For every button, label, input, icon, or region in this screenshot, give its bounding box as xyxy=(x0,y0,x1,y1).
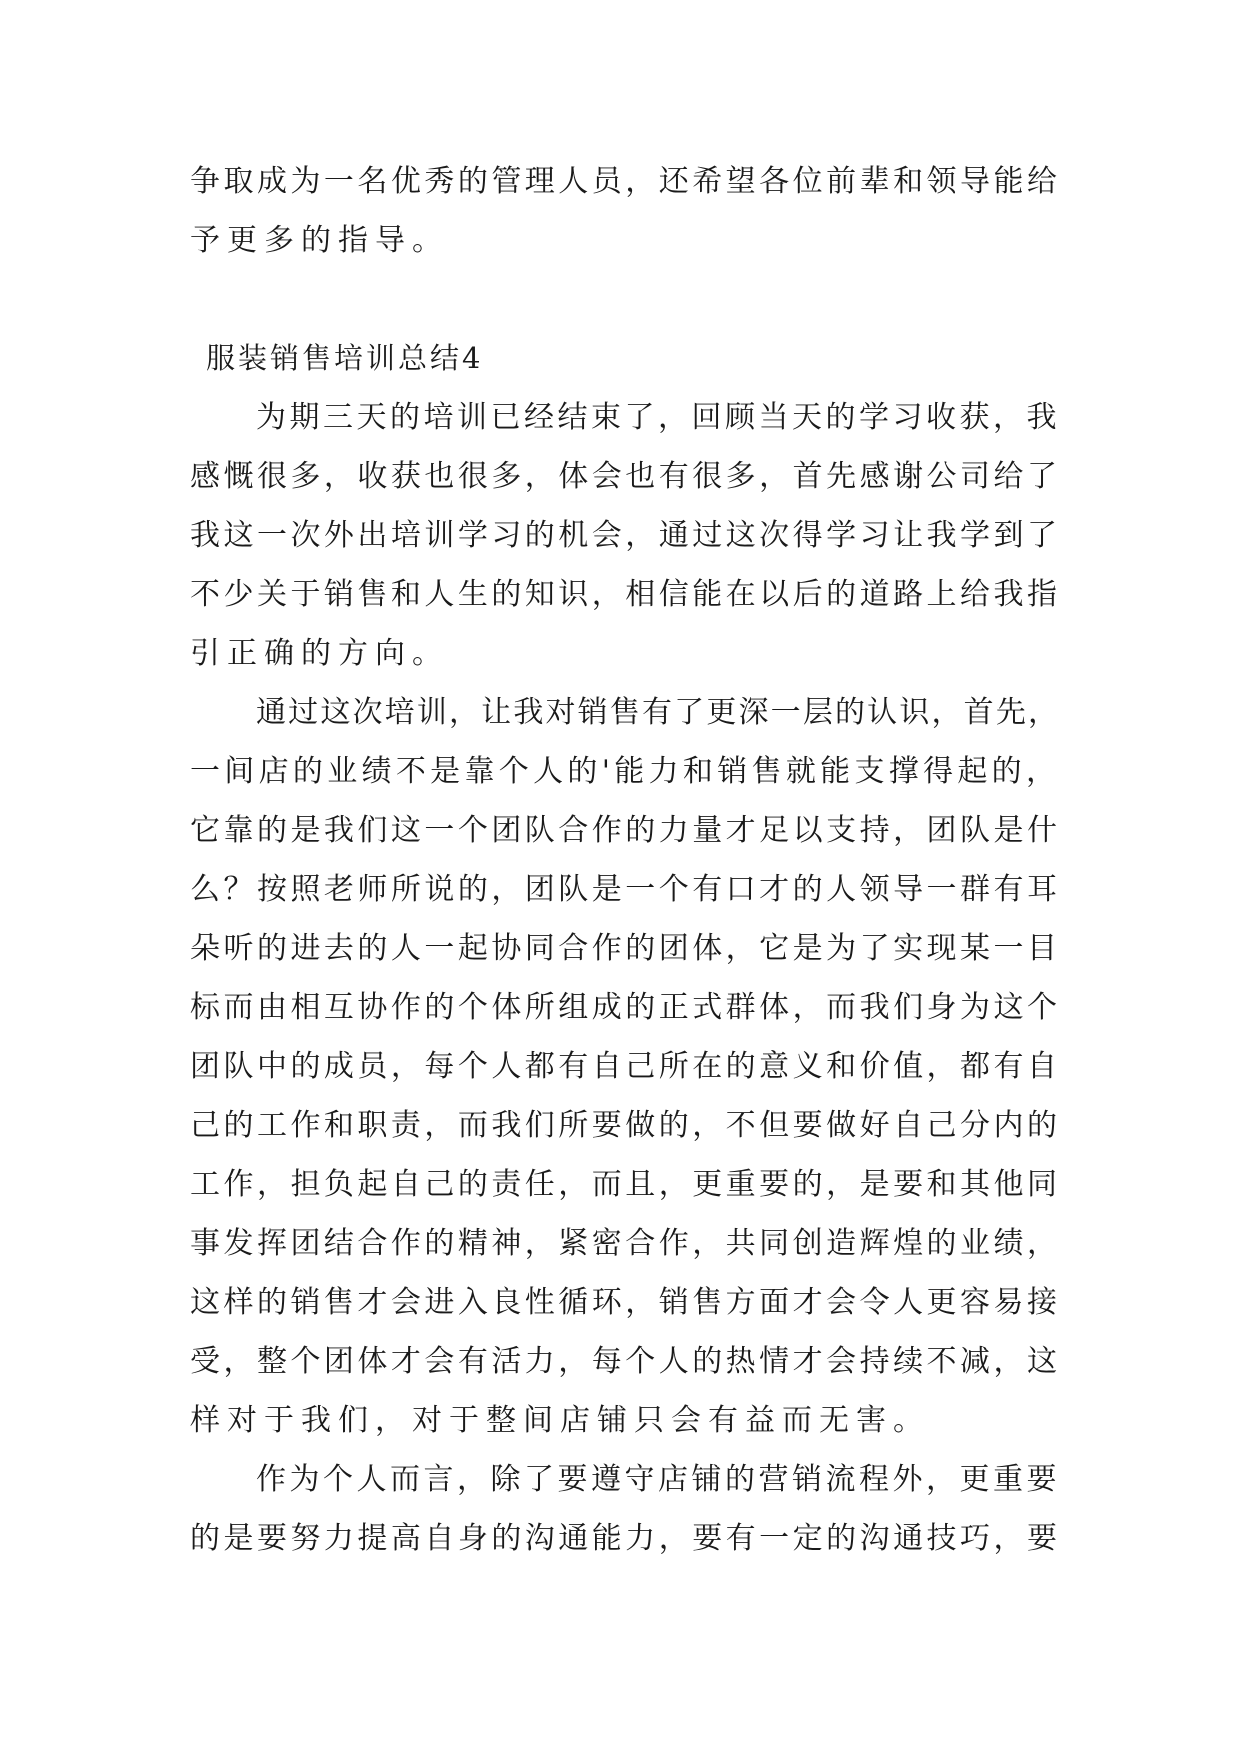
text-line: 予更多的指导。 xyxy=(190,223,449,258)
text-line: 感慨很多，收获也很多，体会也有很多，首先感谢公司给了 xyxy=(190,459,1060,494)
intro-continuation xyxy=(190,152,1060,270)
text-line: 通过这次培训，让我对销售有了更深一层的认识，首先， xyxy=(256,695,1060,730)
text-line: 作为个人而言，除了要遵守店铺的营销流程外，更重要 xyxy=(256,1462,1060,1497)
text-line: 我这一次外出培训学习的机会，通过这次得学习让我学到了 xyxy=(190,518,1060,553)
text-line: 工作，担负起自己的责任，而且，更重要的，是要和其他同 xyxy=(190,1167,1060,1202)
paragraph-3 xyxy=(190,1450,1060,1568)
text-line: 这样的销售才会进入良性循环，销售方面才会令人更容易接 xyxy=(190,1285,1060,1320)
text-line: 争取成为一名优秀的管理人员，还希望各位前辈和领导能给 xyxy=(190,164,1060,199)
paragraph-gap xyxy=(190,270,1060,329)
section-heading: 服装销售培训总结4 xyxy=(206,341,484,375)
text-line: 么？按照老师所说的，团队是一个有口才的人领导一群有耳 xyxy=(190,872,1060,907)
text-line: 团队中的成员，每个人都有自己所在的意义和价值，都有自 xyxy=(190,1049,1060,1084)
text-line: 一间店的业绩不是靠个人的'能力和销售就能支撑得起的， xyxy=(190,754,1060,789)
text-line: 受，整个团体才会有活力，每个人的热情才会持续不减，这 xyxy=(190,1344,1060,1379)
document-body xyxy=(190,152,1060,1568)
text-line: 标而由相互协作的个体所组成的正式群体，而我们身为这个 xyxy=(190,990,1060,1025)
paragraph-2 xyxy=(190,683,1060,1450)
text-line: 不少关于销售和人生的知识，相信能在以后的道路上给我指 xyxy=(190,577,1060,612)
text-line: 的是要努力提高自身的沟通能力，要有一定的沟通技巧，要 xyxy=(190,1521,1060,1556)
text-line: 事发挥团结合作的精神，紧密合作，共同创造辉煌的业绩， xyxy=(190,1226,1060,1261)
paragraph-1 xyxy=(190,388,1060,683)
text-line: 为期三天的培训已经结束了，回顾当天的学习收获，我 xyxy=(256,400,1060,435)
text-line: 朵听的进去的人一起协同合作的团体，它是为了实现某一目 xyxy=(190,931,1060,966)
text-line: 它靠的是我们这一个团队合作的力量才足以支持，团队是什 xyxy=(190,813,1060,848)
text-line: 引正确的方向。 xyxy=(190,636,449,671)
text-line: 己的工作和职责，而我们所要做的，不但要做好自己分内的 xyxy=(190,1108,1060,1143)
text-line: 样对于我们，对于整间店铺只会有益而无害。 xyxy=(190,1403,930,1438)
